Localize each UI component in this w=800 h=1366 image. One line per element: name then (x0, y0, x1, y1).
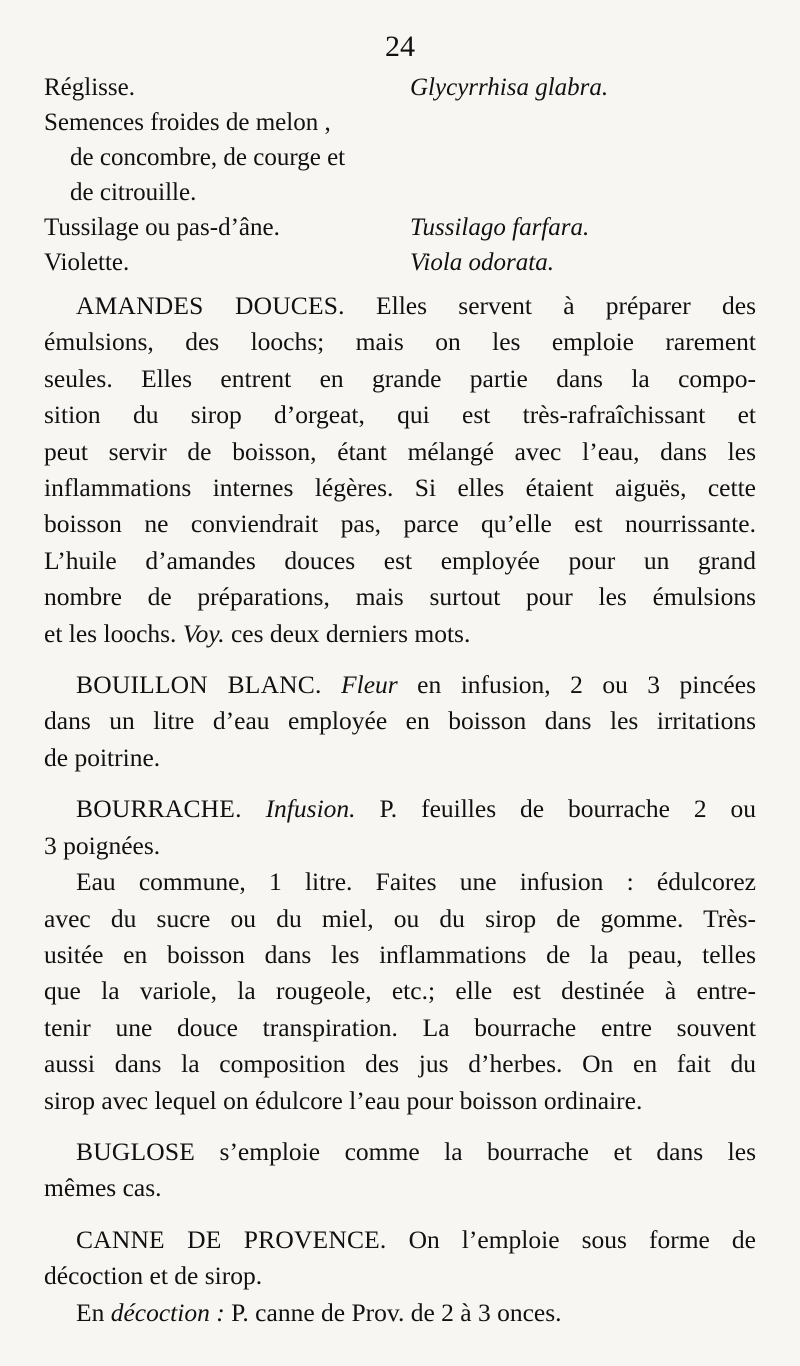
plant-latin-name: Tussilago farfara. (410, 214, 590, 241)
entry-amandes-douces (44, 288, 756, 652)
text-line: de poitrine. (44, 742, 161, 772)
text-line: seules. Elles entrent en grande partie dans la compo- (44, 363, 756, 393)
plant-row (44, 105, 764, 140)
text-line (44, 1295, 756, 1331)
plant-list (44, 70, 764, 280)
entry-text: Elles servent à préparer des (376, 291, 757, 320)
plant-latin-name: Viola odorata. (410, 249, 554, 276)
entry-bourrache (44, 791, 756, 1119)
entries (44, 288, 756, 1346)
text-line: Eau commune, 1 litre. Faites une infusion : édulcorez (76, 867, 756, 897)
page-number: 24 (385, 30, 415, 63)
text-line: nombre de préparations, mais surtout pour les émulsions (44, 582, 756, 612)
entry-text: ces deux derniers mots. (230, 618, 471, 648)
text-line: boisson ne conviendrait pas, parce qu’elle est nourrissante. (44, 509, 756, 539)
entry-heading: CANNE DE PROVENCE. (76, 1224, 387, 1254)
entry-bouillon-blanc (44, 667, 756, 776)
entry-term: Infusion. (265, 794, 356, 824)
plant-row (44, 175, 764, 210)
text-line: décoction et de sirop. (44, 1261, 263, 1291)
entry-text: P. feuilles de bourrache 2 ou (379, 794, 756, 824)
plant-row (44, 210, 764, 245)
text-line: L’huile d’amandes douces est employée pour un grand (44, 545, 756, 575)
plant-common-name: Violette. (44, 249, 130, 276)
text-line: sirop avec lequel on édulcore l’eau pour boisson ordinaire. (44, 1085, 643, 1115)
text-line: aussi dans la composition des jus d’herbes. On en fait du (44, 1049, 756, 1079)
text-line (44, 616, 756, 652)
plant-row (44, 70, 764, 105)
text-line: mêmes cas. (44, 1173, 162, 1203)
entry-text: et les loochs. (44, 618, 177, 648)
text-line: avec du sucre ou du miel, ou du sirop de gomme. Très- (44, 903, 756, 933)
plant-common-name: de citrouille. (70, 179, 197, 206)
entry-heading: BOURRACHE. (76, 794, 242, 824)
entry-text: P. canne de Prov. de 2 à 3 onces. (231, 1297, 562, 1327)
text-line (44, 288, 756, 324)
cross-reference: Voy. (182, 618, 225, 648)
text-line: peut servir de boisson, étant mélangé avec l’eau, dans les (44, 436, 756, 466)
entry-text: On l’emploie sous forme de (408, 1224, 756, 1254)
entry-text: en infusion, 2 ou 3 pincées (417, 670, 756, 700)
plant-common-name: de concombre, de courge et (70, 144, 346, 171)
text-line: tenir une douce transpiration. La bourrache entre souvent (44, 1012, 756, 1042)
entry-term: décoction : (110, 1297, 225, 1327)
text-line: dans un litre d’eau employée en boisson dans les irritations (44, 706, 756, 736)
plant-common-name: Tussilage ou pas-d’âne. (44, 214, 280, 241)
plant-common-name: Réglisse. (44, 74, 135, 101)
entry-text: s’emploie comme la bourrache et dans les (219, 1136, 756, 1166)
text-line: sition du sirop d’orgeat, qui est très-rafraîchissant et (44, 400, 756, 430)
text-line: 3 poignées. (44, 830, 161, 860)
text-line: inflammations internes légères. Si elles étaient aiguës, cette (44, 473, 756, 503)
text-line (44, 1134, 756, 1170)
plant-row (44, 140, 764, 175)
entry-heading: AMANDES DOUCES. (76, 291, 345, 320)
text-line (44, 1222, 756, 1258)
text-line: émulsions, des loochs; mais on les emploie rarement (44, 327, 756, 357)
plant-common-name: Semences froides de melon , (44, 109, 331, 136)
entry-text: En (76, 1297, 105, 1327)
entry-buglose (44, 1134, 756, 1207)
entry-canne-de-provence (44, 1222, 756, 1331)
plant-row (44, 245, 764, 280)
text-line (44, 791, 756, 827)
plant-latin-name: Glycyrrhisa glabra. (410, 74, 609, 101)
entry-heading: BUGLOSE (76, 1136, 195, 1166)
entry-heading: BOUILLON BLANC. (76, 670, 322, 700)
text-line (44, 667, 756, 703)
text-line: usitée en boisson dans les inflammations de la peau, telles (44, 939, 756, 969)
entry-term: Fleur (341, 670, 398, 700)
text-line: que la variole, la rougeole, etc.; elle est destinée à entre- (44, 976, 756, 1006)
